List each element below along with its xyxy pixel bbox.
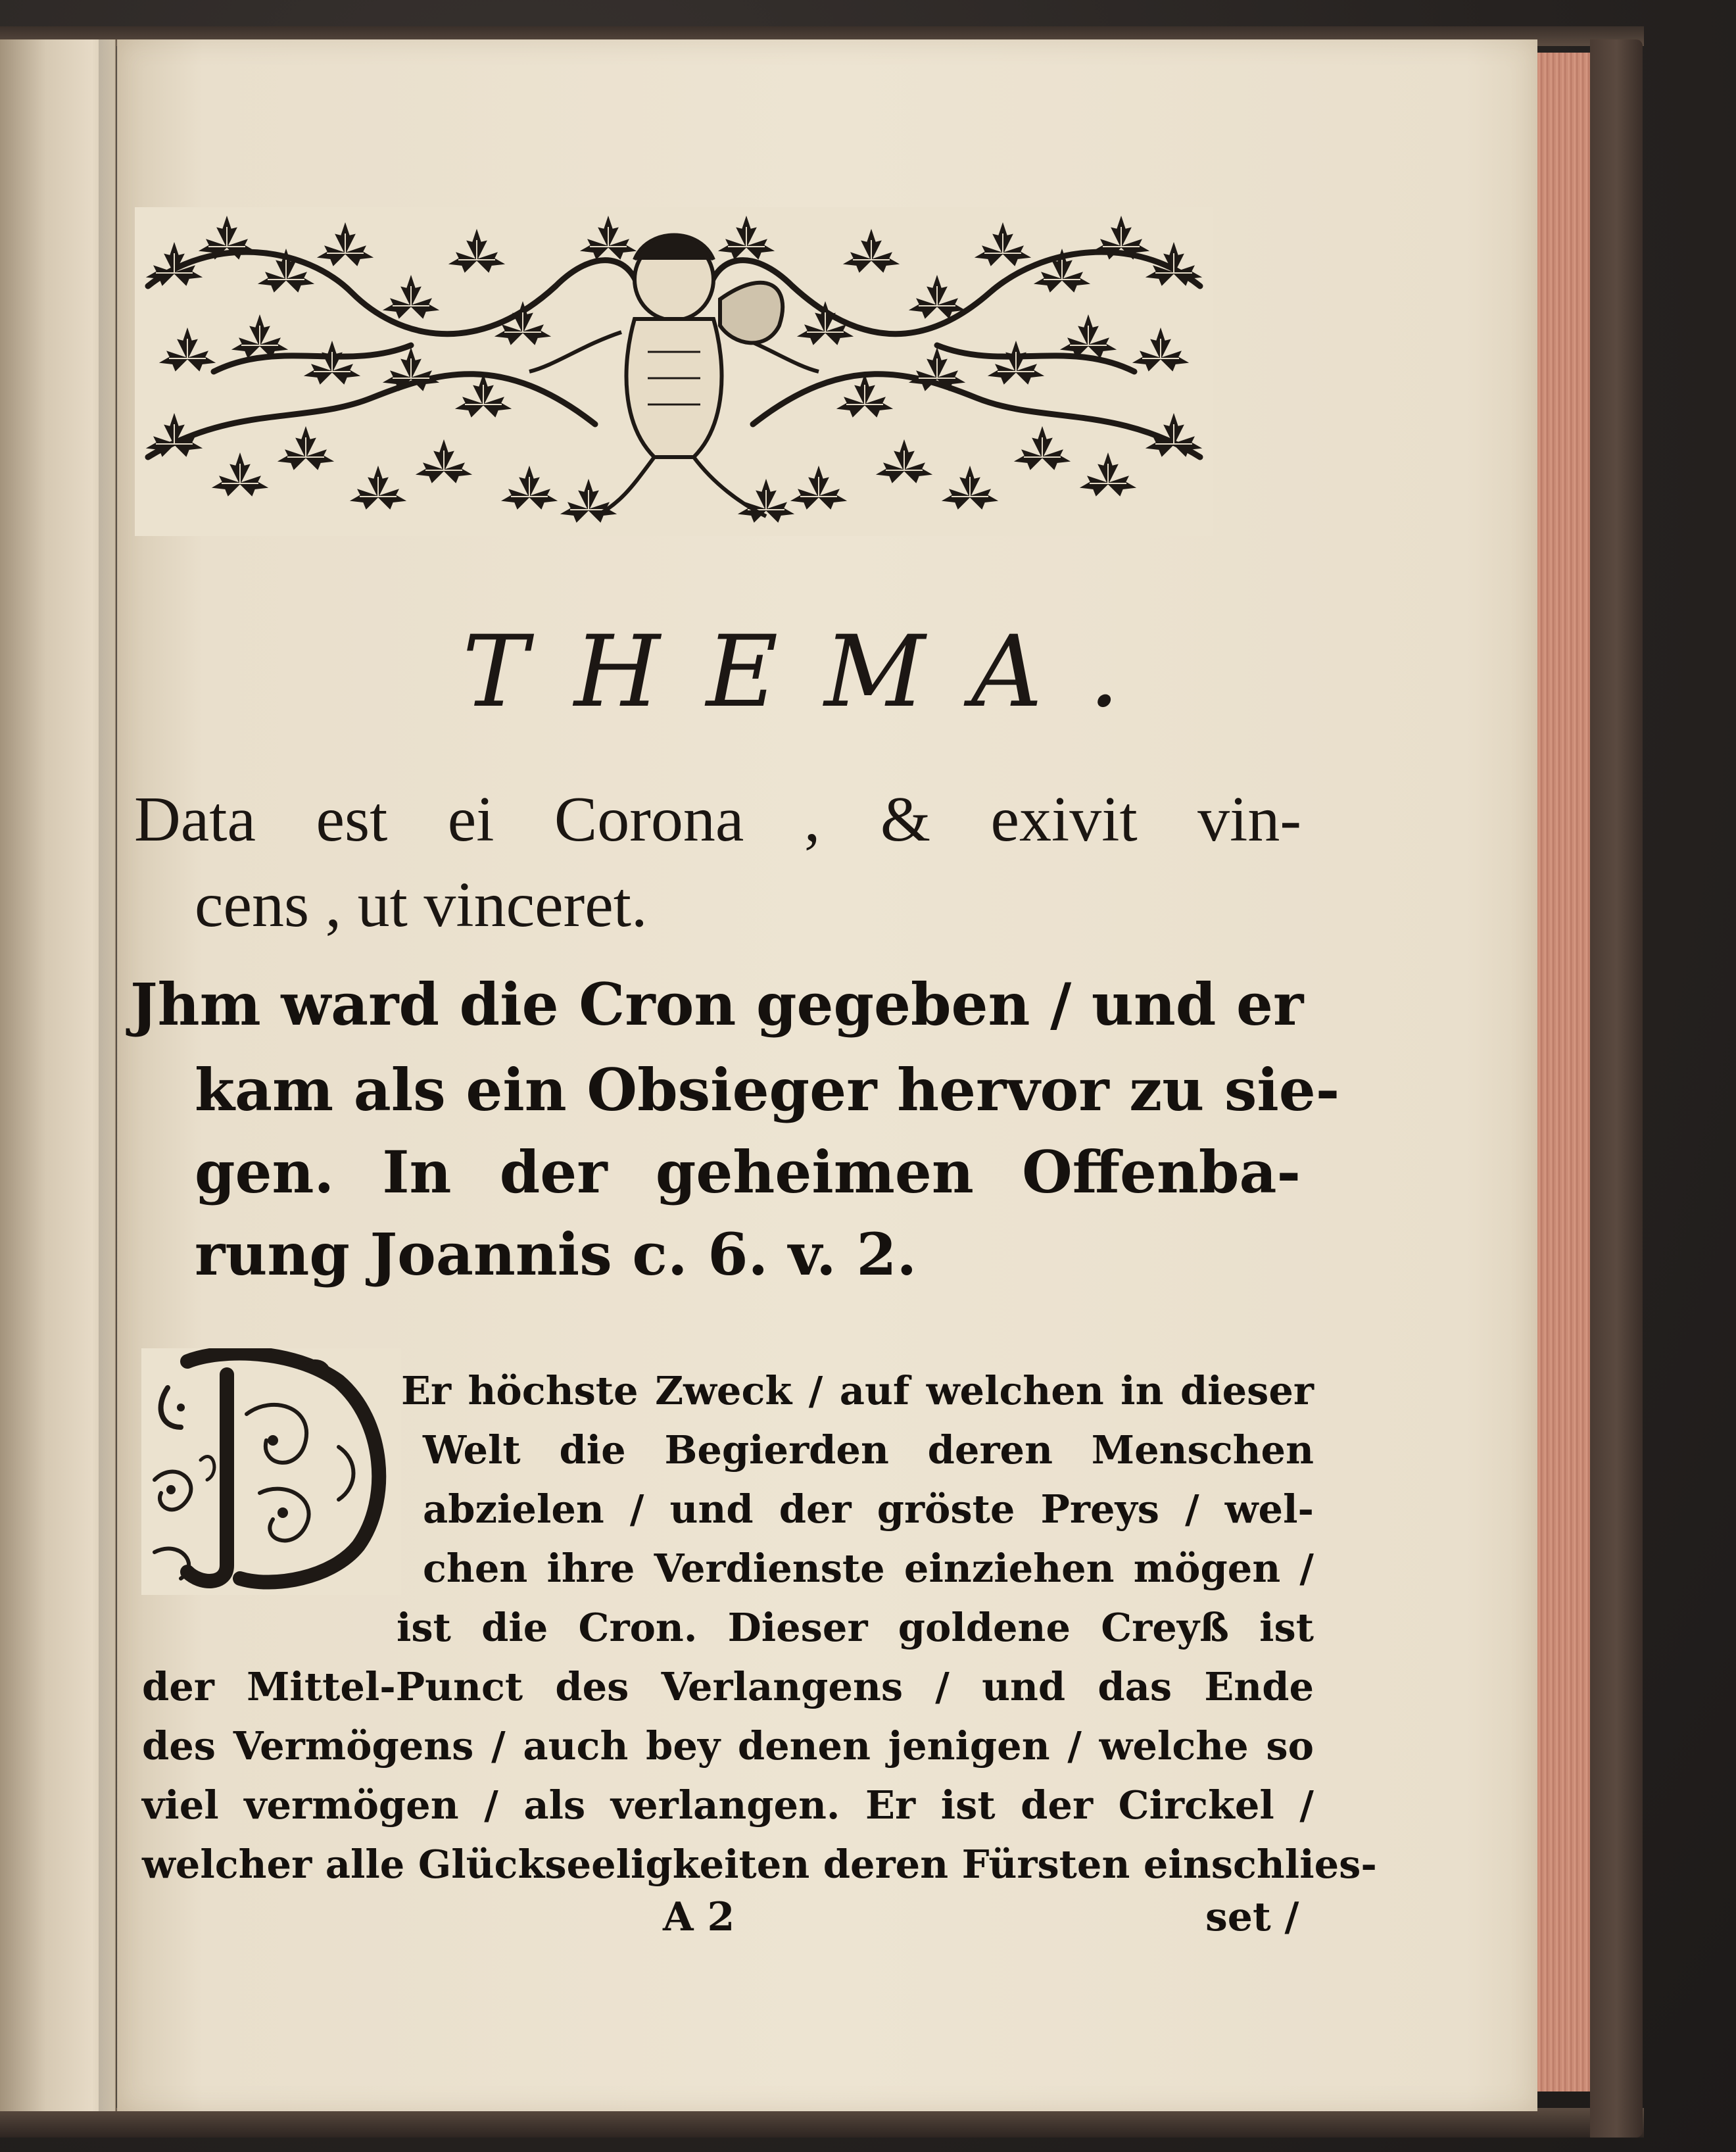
cover-bottom-edge <box>0 2108 1644 2138</box>
cover-fore-edge <box>1590 39 1643 2138</box>
body-line-4: chen ihre Verdienste einziehen mögen / <box>423 1546 1314 1591</box>
decorated-initial-d <box>141 1348 401 1595</box>
body-line-8: viel vermögen / als verlangen. Er ist der Circkel / <box>142 1782 1314 1828</box>
german-heading-line-2: kam als ein Obsieger hervor zu sie- <box>195 1056 1340 1124</box>
latin-verse-line-1: Data est ei Corona , & exivit vin- <box>134 784 1301 855</box>
latin-verse-line-2: cens , ut vinceret. <box>195 869 648 941</box>
body-line-6: der Mittel-Punct des Verlangens / und das Ende <box>142 1664 1314 1709</box>
body-line-7: des Vermögens / auch bey denen jenigen / welche so <box>142 1723 1314 1769</box>
gutter-shadow <box>99 39 117 2111</box>
thema-heading: THEMA. <box>462 615 1166 729</box>
german-heading-line-4: rung Joannis c. 6. v. 2. <box>195 1220 917 1288</box>
catchword: set / <box>1205 1894 1299 1940</box>
body-line-3: abzielen / und der gröste Preys / wel- <box>423 1486 1314 1532</box>
body-line-9: welcher alle Glückseeligkeiten deren Fürsten einschlies- <box>142 1842 1377 1887</box>
body-line-1: Er höchste Zweck / auf welchen in dieser <box>401 1368 1314 1413</box>
body-line-5: ist die Cron. Dieser goldene Creyß ist <box>397 1605 1314 1650</box>
signature-mark: A 2 <box>663 1894 735 1940</box>
text-block <box>117 0 1537 2072</box>
body-line-2: Welt die Begierden deren Menschen <box>423 1427 1314 1473</box>
german-heading-line-1: Jhm ward die Cron gegeben / und er <box>130 970 1304 1039</box>
page-block-red-edge <box>1537 53 1590 2091</box>
german-heading-line-3: gen. In der geheimen Offenba- <box>195 1138 1301 1206</box>
